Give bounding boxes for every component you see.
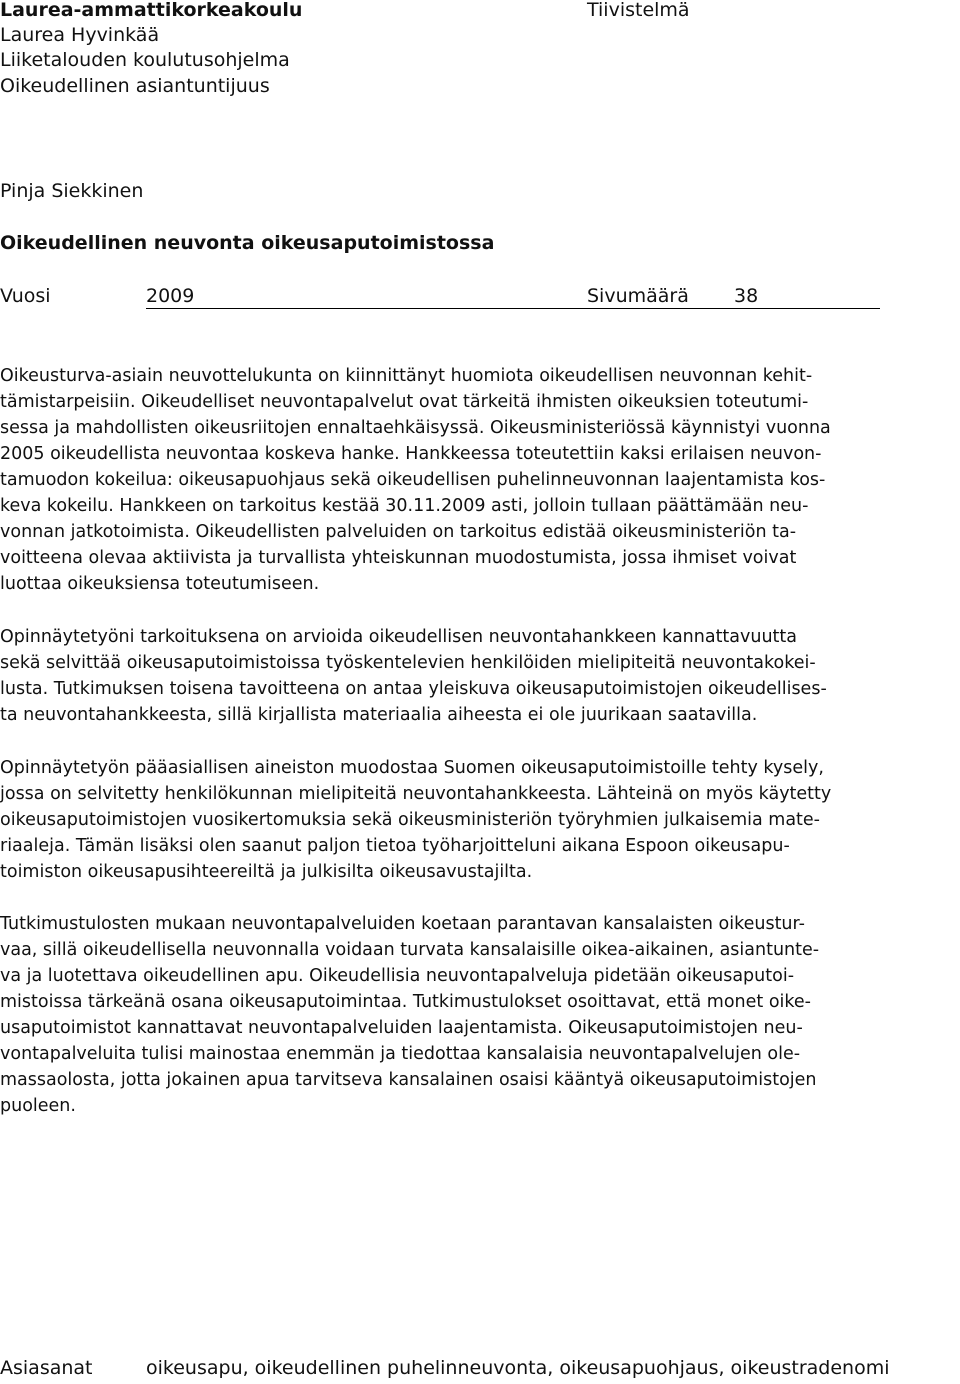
paragraph-line: usaputoimistot kannattavat neuvontapalveluiden laajentamista. Oikeusaputoimistojen neu- bbox=[0, 1018, 803, 1038]
campus-name: Laurea Hyvinkää bbox=[0, 24, 160, 46]
paragraph-line: vontapalveluita tulisi mainostaa enemmän ja tiedottaa kansalaisia neuvontapalvelujen ole- bbox=[0, 1044, 801, 1064]
pages-value: 38 bbox=[734, 285, 759, 307]
school-name: Laurea-ammattikorkeakoulu bbox=[0, 0, 303, 21]
paragraph-line: Opinnäytetyön pääasiallisen aineiston muodostaa Suomen oikeusaputoimistoille tehty kysely, bbox=[0, 758, 824, 778]
paragraph-line: 2005 oikeudellista neuvontaa koskeva hanke. Hankkeessa toteutettiin kaksi erilaisen neuvon- bbox=[0, 444, 822, 464]
paragraph-line: Tutkimustulosten mukaan neuvontapalveluiden koetaan parantavan kansalaisten oikeustur- bbox=[0, 914, 805, 934]
keywords-label: Asiasanat bbox=[0, 1357, 93, 1379]
paragraph-line: vonnan jatkotoimista. Oikeudellisten palveluiden on tarkoitus edistää oikeusministeriön ta- bbox=[0, 522, 797, 542]
paragraph-line: keva kokeilu. Hankkeen on tarkoitus kestää 30.11.2009 asti, jolloin tullaan päättämään neu- bbox=[0, 496, 809, 516]
document-type: Tiivistelmä bbox=[587, 0, 690, 21]
abstract-paragraph-4 bbox=[0, 911, 958, 1119]
paragraph-line: tämistarpeisiin. Oikeudelliset neuvontapalvelut ovat tärkeitä ihmisten oikeuksien toteutumi- bbox=[0, 392, 809, 412]
author-name: Pinja Siekkinen bbox=[0, 180, 144, 202]
year-value: 2009 bbox=[146, 285, 195, 307]
meta-underline bbox=[146, 308, 880, 309]
programme-name: Liiketalouden koulutusohjelma bbox=[0, 49, 290, 71]
year-label: Vuosi bbox=[0, 285, 51, 307]
keywords-value: oikeusapu, oikeudellinen puhelinneuvonta, oikeusapuohjaus, oikeustradenomi bbox=[146, 1357, 890, 1379]
paragraph-line: voitteena olevaa aktiivista ja turvallista yhteiskunnan muodostumista, jossa ihmiset voivat bbox=[0, 548, 797, 568]
paragraph-line: Opinnäytetyöni tarkoituksena on arvioida oikeudellisen neuvontahankkeen kannattavuutta bbox=[0, 627, 798, 647]
paragraph-line: riaaleja. Tämän lisäksi olen saanut paljon tietoa työharjoitteluni aikana Espoon oikeusapu- bbox=[0, 836, 790, 856]
paragraph-line: oikeusaputoimistojen vuosikertomuksia sekä oikeusministeriön työryhmien julkaisemia mate- bbox=[0, 810, 820, 830]
paragraph-line: jossa on selvitetty henkilökunnan mielipiteitä neuvontahankkeesta. Lähteinä on myös käytetty bbox=[0, 784, 832, 804]
paragraph-line: vaa, sillä oikeudellisella neuvonnalla voidaan turvata kansalaisille oikea-aikainen, asiantunte- bbox=[0, 940, 820, 960]
paragraph-line: tamuodon kokeilua: oikeusapuohjaus sekä oikeudellisen puhelinneuvonnan laajentamista kos- bbox=[0, 470, 826, 490]
paragraph-line: lusta. Tutkimuksen toisena tavoitteena on antaa yleiskuva oikeusaputoimistojen oikeudellises- bbox=[0, 679, 827, 699]
thesis-title: Oikeudellinen neuvonta oikeusaputoimistossa bbox=[0, 232, 495, 254]
specialisation-name: Oikeudellinen asiantuntijuus bbox=[0, 75, 270, 97]
paragraph-line: ta neuvontahankkeesta, sillä kirjallista materiaalia aiheesta ei ole juurikaan saatavilla. bbox=[0, 705, 758, 725]
paragraph-line: massaolosta, jotta jokainen apua tarvitseva kansalainen osaisi kääntyä oikeusaputoimistojen bbox=[0, 1070, 817, 1090]
paragraph-line: va ja luotettava oikeudellinen apu. Oikeudellisia neuvontapalveluja pidetään oikeusaputoi- bbox=[0, 966, 795, 986]
paragraph-line: sessa ja mahdollisten oikeusriitojen ennaltaehkäisyssä. Oikeusministeriössä käynnistyi vuonna bbox=[0, 418, 831, 438]
abstract-paragraph-3 bbox=[0, 755, 958, 885]
paragraph-line: puoleen. bbox=[0, 1096, 76, 1116]
paragraph-line: Oikeusturva-asiain neuvottelukunta on kiinnittänyt huomiota oikeudellisen neuvonnan kehit- bbox=[0, 366, 813, 386]
paragraph-line: toimiston oikeusapusihteereiltä ja julkisilta oikeusavustajilta. bbox=[0, 862, 533, 882]
paragraph-line: sekä selvittää oikeusaputoimistoissa työskentelevien henkilöiden mielipiteitä neuvontakokei- bbox=[0, 653, 816, 673]
abstract-paragraph-1 bbox=[0, 363, 958, 597]
pages-label: Sivumäärä bbox=[587, 285, 689, 307]
meta-row bbox=[0, 283, 960, 313]
paragraph-line: luottaa oikeuksiensa toteutumiseen. bbox=[0, 574, 320, 594]
paragraph-line: mistoissa tärkeänä osana oikeusaputoimintaa. Tutkimustulokset osoittavat, että monet oike- bbox=[0, 992, 811, 1012]
abstract-paragraph-2 bbox=[0, 624, 958, 728]
